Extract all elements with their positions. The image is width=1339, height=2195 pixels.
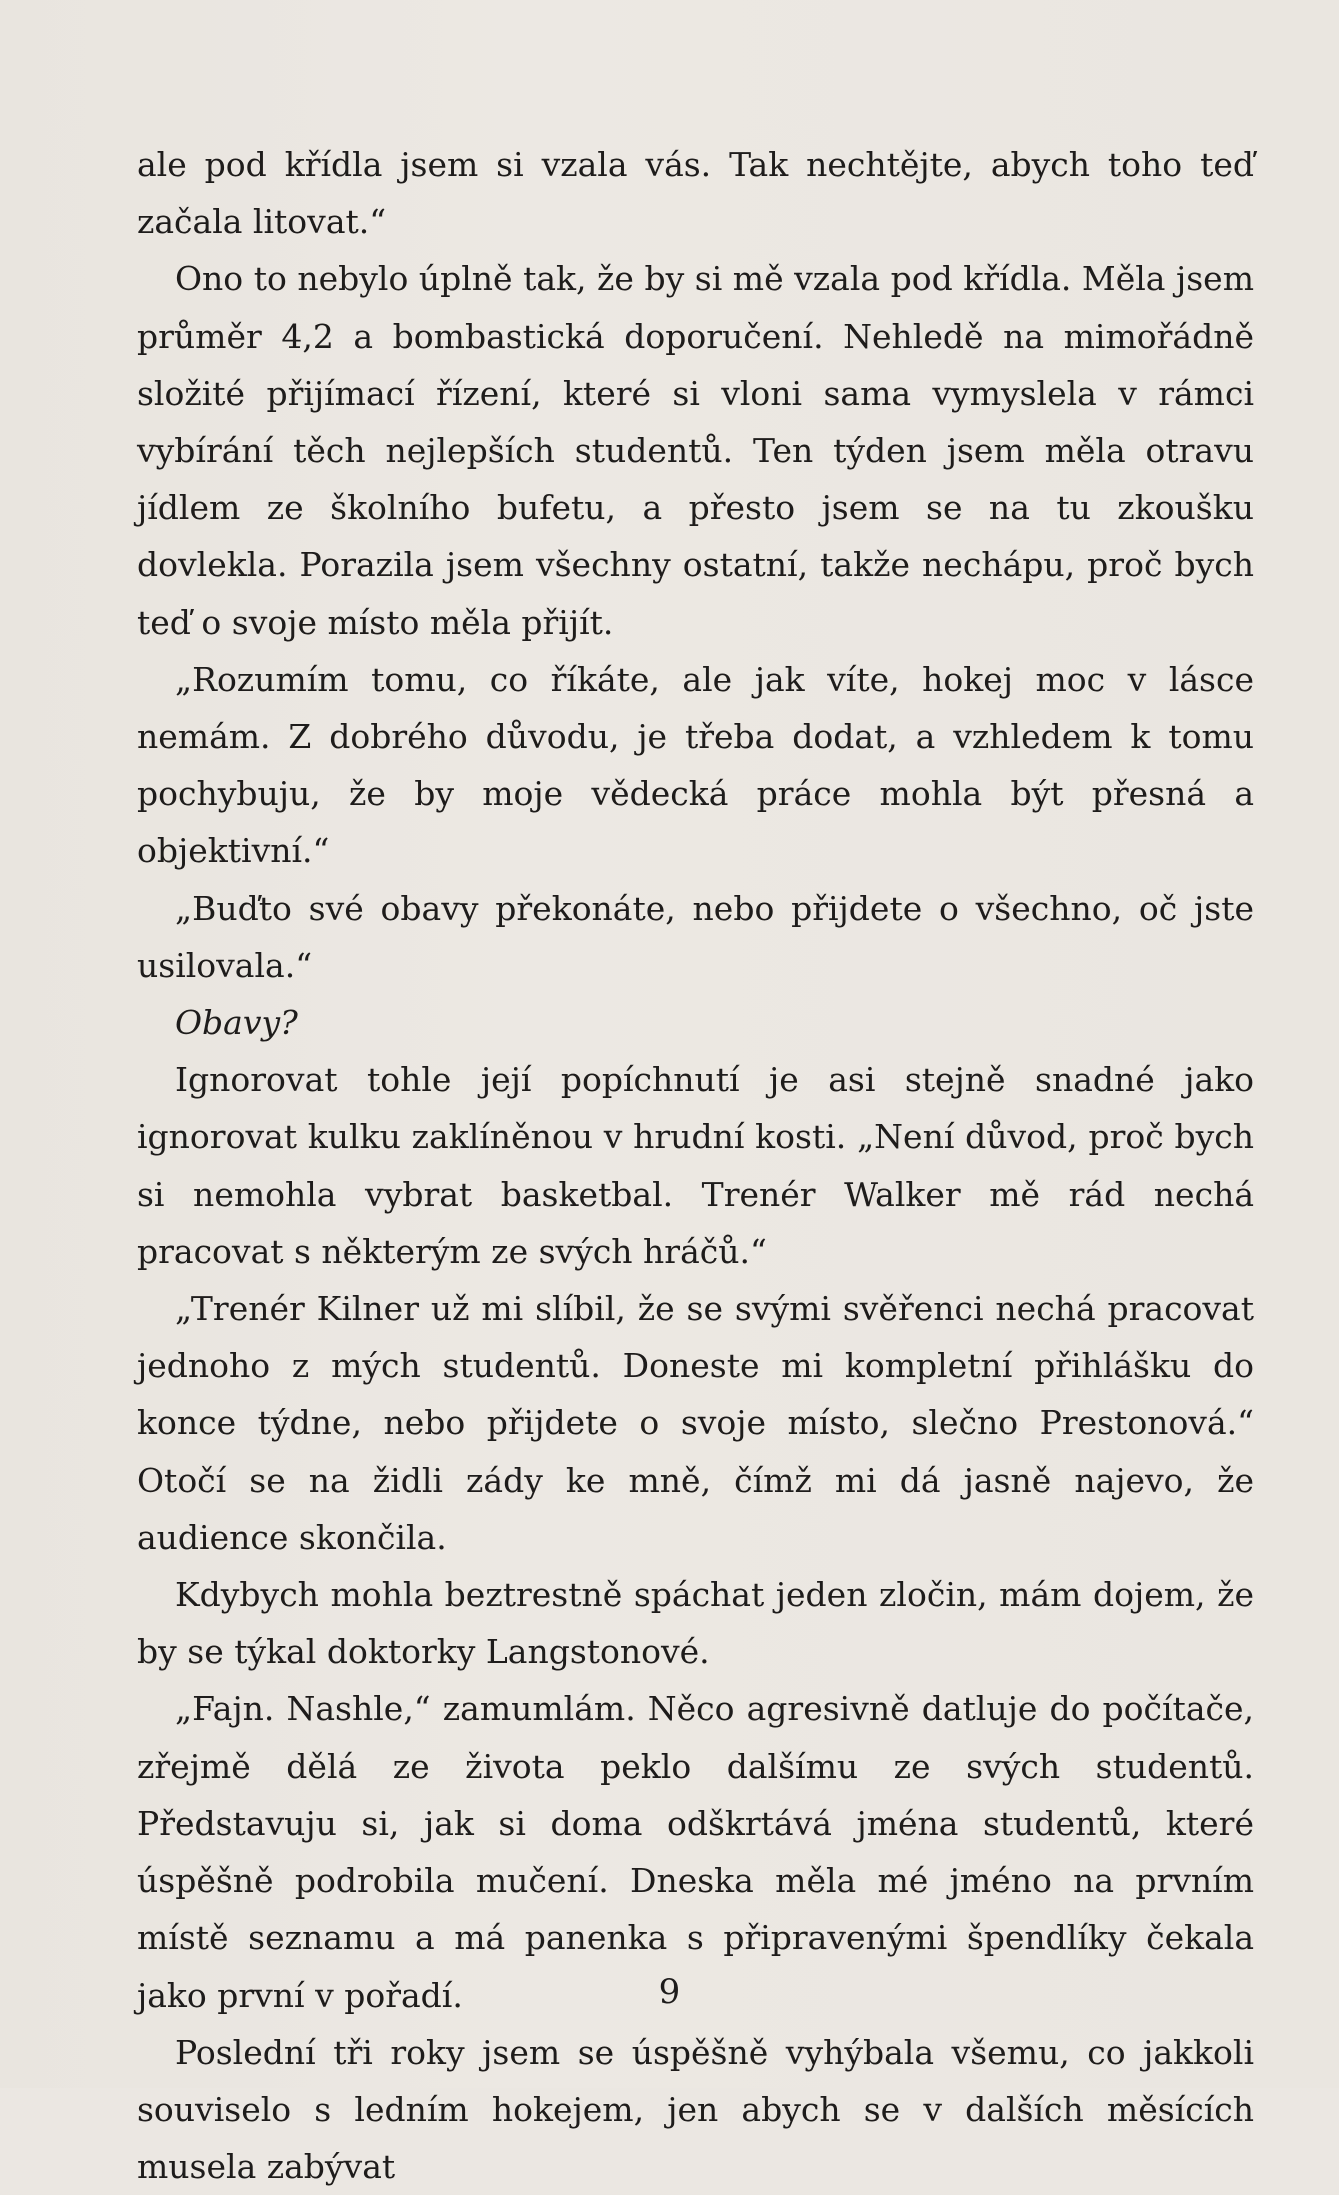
paragraph-italic: Obavy? — [175, 1003, 298, 1043]
body-text — [137, 136, 1254, 2195]
paragraph: „Rozumím tomu, co říkáte, ale jak víte, hokej moc v lásce nemám. Z dobrého důvodu, je třeba dodat, a vzhledem k tomu pochybuju, že by moje vědecká práce mohla být přesná a objektivní.“ — [137, 659, 1254, 871]
paragraph: „Fajn. Nashle,“ zamumlám. Něco agresivně datluje do počítače, zřejmě dělá ze života peklo dalšímu ze svých studentů. Představuju si, jak si doma odškrtává jména studentů, které úspěšně podrobila mučení. Dneska měla mé jméno na prvním místě seznamu a má panenka s připravenými špendlíky čekala jako první v pořadí. — [137, 1689, 1254, 2015]
page-number: 9 — [658, 1972, 681, 2012]
paragraph: Ono to nebylo úplně tak, že by si mě vzala pod křídla. Měla jsem průměr 4,2 a bombastická doporučení. Nehledě na mimořádně složité přijímací řízení, které si vloni sama vymyslela v rámci vybírání těch nejlepších studentů. Ten týden jsem měla otravu jídlem ze školního bufetu, a přesto jsem se na tu zkoušku dovlekla. Porazila jsem všechny ostatní, takže nechápu, proč bych teď o svoje místo měla přijít. — [137, 259, 1254, 642]
paragraph: Ignorovat tohle její popíchnutí je asi stejně snadné jako ignorovat kulku zaklíněnou v hrudní kosti. „Není důvod, proč bych si nemohla vybrat basketbal. Trenér Walker mě rád nechá pracovat s některým ze svých hráčů.“ — [137, 1060, 1254, 1271]
paragraph: ale pod křídla jsem si vzala vás. Tak nechtějte, abych toho teď začala litovat.“ — [137, 145, 1254, 242]
paragraph: „Trenér Kilner už mi slíbil, že se svými svěřenci nechá pracovat jednoho z mých studentů. Doneste mi kompletní přihlášku do konce týdne, nebo přijdete o svoje místo, slečno Prestonová.“ Otočí se na židli zády ke mně, čímž mi dá jasně najevo, že audience skončila. — [137, 1289, 1254, 1557]
paragraph: „Buďto své obavy překonáte, nebo přijdete o všechno, oč jste usilovala.“ — [137, 888, 1254, 985]
paragraph: Kdybych mohla beztrestně spáchat jeden zločin, mám dojem, že by se týkal doktorky Langstonové. — [137, 1575, 1254, 1672]
paragraph: Poslední tři roky jsem se úspěšně vyhýbala všemu, co jakkoli souviselo s ledním hokejem, jen abych se v dalších měsících musela zabývat — [137, 2032, 1254, 2187]
